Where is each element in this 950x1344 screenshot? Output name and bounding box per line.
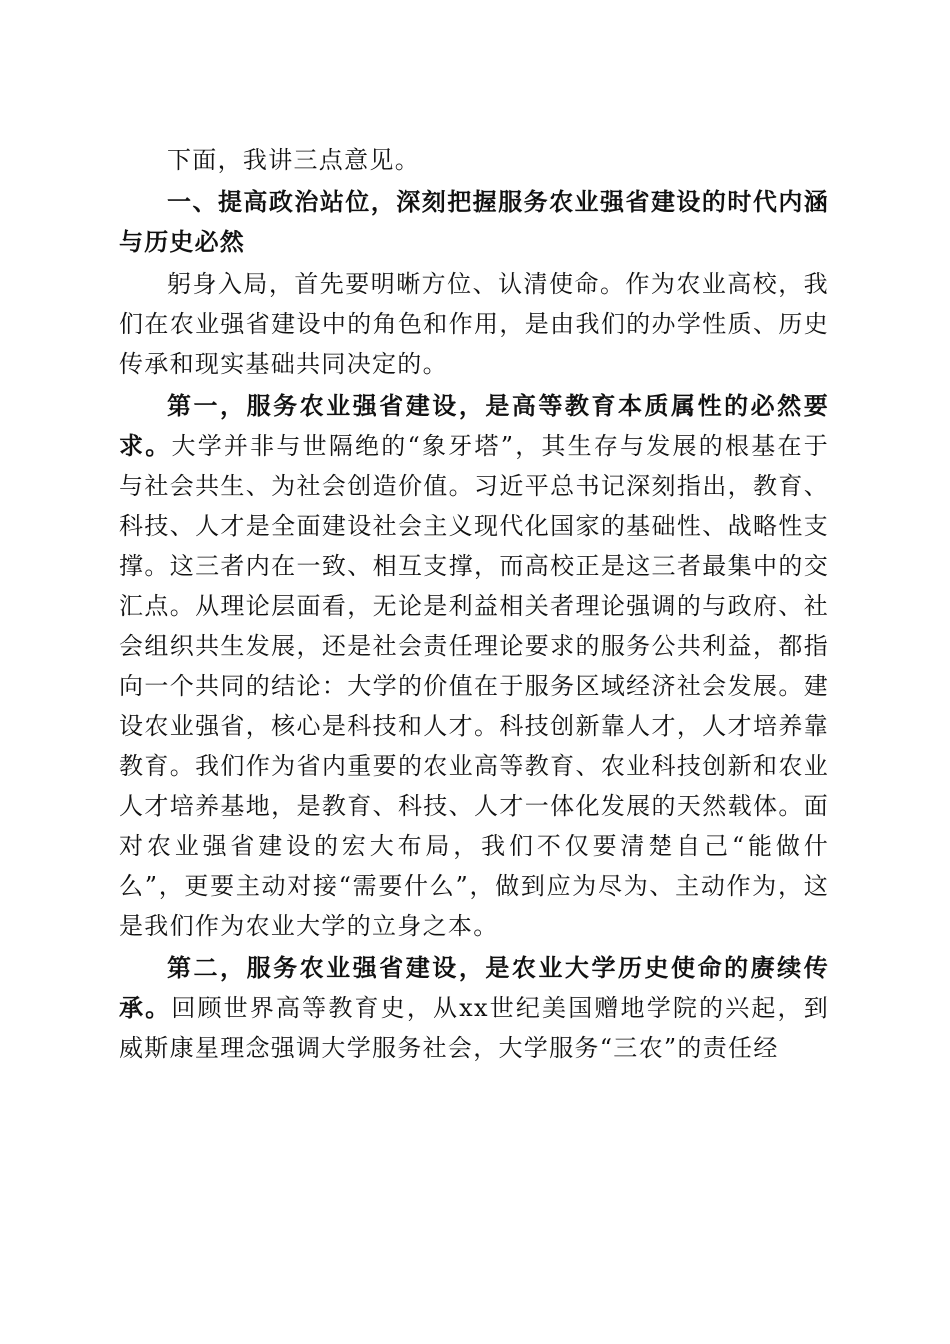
body-paragraph-3: [119, 948, 829, 1068]
paragraph-lead-2: 第二，服务农业强省建设，是农业大学历史使命的赓续传承。: [119, 953, 829, 1022]
body-paragraph-1: 躬身入局，首先要明晰方位、认清使命。作为农业高校，我们在农业强省建设中的角色和作用，是由我们的办学性质、历史传承和现实基础共同决定的。: [119, 270, 829, 378]
paragraph-lead-1: 第一，服务农业强省建设，是高等教育本质属性的必然要求。: [119, 391, 829, 460]
section-heading: 一、提高政治站位，深刻把握服务农业强省建设的时代内涵与历史必然: [119, 188, 829, 256]
paragraph-body-2: 大学并非与世隔绝的“象牙塔”，其生存与发展的根基在于与社会共生、为社会创造价值。习近平总书记深刻指出，教育、科技、人才是全面建设社会主义现代化国家的基础性、战略性支撑。这三者内在一致、相互支撑，而高校正是这三者最集中的交汇点。从理论层面看，无论是利益相关者理论强调的与政府、社会组织共生发展，还是社会责任理论要求的服务公共利益，都指向一个共同的结论：大学的价值在于服务区域经济社会发展。建设农业强省，核心是科技和人才。科技创新靠人才，人才培养靠教育。我们作为省内重要的农业高等教育、农业科技创新和农业人才培养基地，是教育、科技、人才一体化发展的天然载体。面对农业强省建设的宏大布局，我们不仅要清楚自己“能做什么”，更要主动对接“需要什么”，做到应为尽为、主动作为，这是我们作为农业大学的立身之本。: [119, 432, 829, 940]
body-paragraph-2: [119, 386, 829, 946]
document-body: [119, 140, 829, 1068]
paragraph-body-3: 回顾世界高等教育史，从xx世纪美国赠地学院的兴起，到威斯康星理念强调大学服务社会，大学服务“三农”的责任经: [119, 994, 829, 1062]
intro-paragraph: 下面，我讲三点意见。: [167, 146, 420, 174]
